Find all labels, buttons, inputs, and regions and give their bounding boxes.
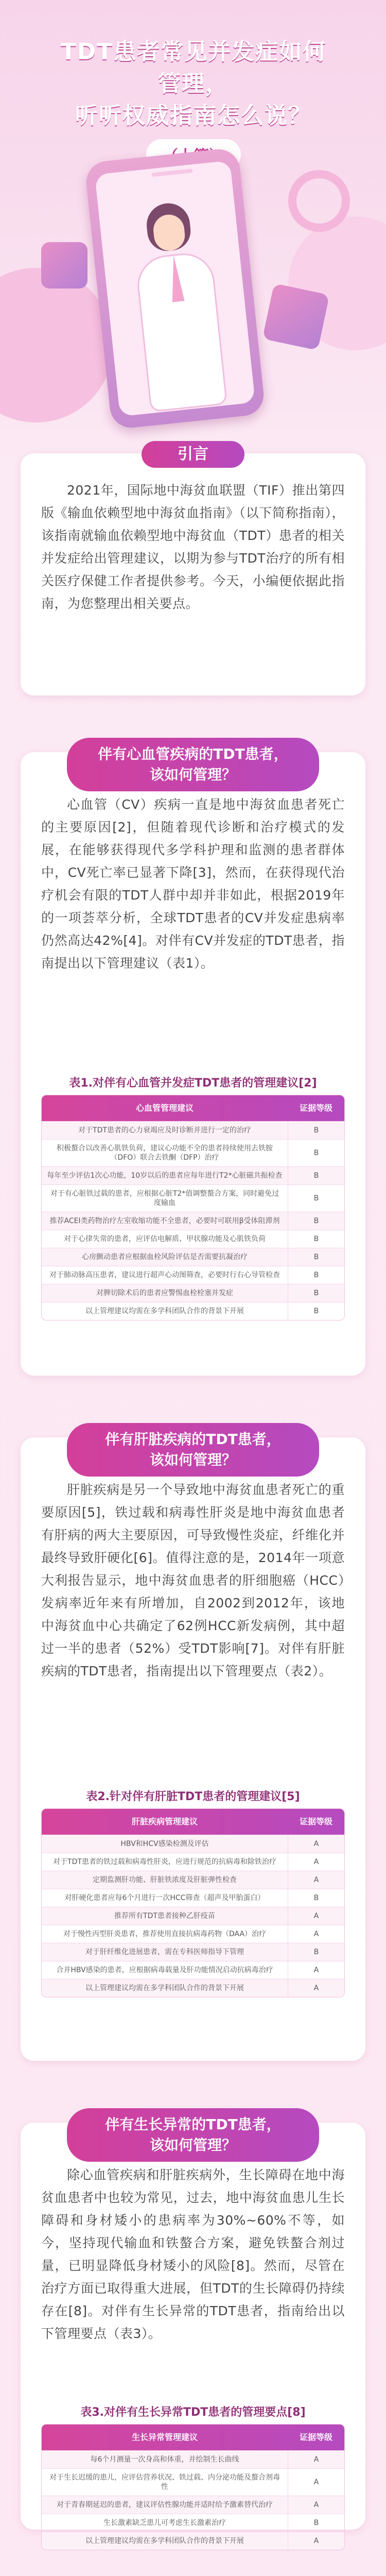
evidence-level: A <box>288 1925 344 1943</box>
table-cell: 对于肝纤维化进展患者，需在专科医师指导下管理 <box>85 1948 244 1956</box>
evidence-level: A <box>288 2532 344 2550</box>
hero-title-line: 听听权威指南怎么说？ <box>75 103 312 129</box>
table-cell: 对于肺动脉高压患者，建议进行超声心动图筛查，必要时行右心导管检查 <box>49 1271 280 1279</box>
evidence-level: B <box>288 1284 344 1302</box>
table-row <box>42 1212 344 1230</box>
cardiac-heading <box>67 738 319 791</box>
table-row <box>42 1853 344 1871</box>
cardiac-heading-line: 该如何管理？ <box>149 766 236 783</box>
table-row <box>42 2496 344 2514</box>
table-row <box>42 1943 344 1961</box>
table-cell: HBV和HCV感染检测及评估 <box>120 1840 209 1848</box>
cardiac-body: 心血管（CV）疾病一直是地中海贫血患者死亡的主要原因[2]，但随着现代诊断和治疗模式的发展，在能够获得现代多学科护理和监测的患者群体中，CV死亡率已显著下降[3]，然而，在获得现代治疗机会有限的TDT人群中却并非如此，根据2019年的一项荟萃分析，全球TDT患者的CV并发症患病率仍然高达42%[4]。对伴有CV并发症的TDT患者，指南提出以下管理建议（表1）。 <box>41 797 345 971</box>
table-cell: 对于心律失常的患者，应评估电解质、甲状腺功能及心肌铁负荷 <box>64 1235 266 1243</box>
evidence-level: B <box>288 1302 344 1320</box>
table-row <box>42 1121 344 1139</box>
decor-box <box>262 283 329 350</box>
table-body <box>42 2450 344 2550</box>
table-cell: 心房颤动患者应根据血栓风险评估是否需要抗凝治疗 <box>82 1253 248 1261</box>
evidence-level: B <box>288 1185 344 1212</box>
table-header-cell: 心血管管理建议 <box>135 1103 194 1113</box>
hero-title-line: TDT患者常见并发症如何管理， <box>60 39 327 97</box>
table-row <box>42 2532 344 2550</box>
intro-section <box>21 445 365 696</box>
table-cell: 以上管理建议均需在多学科团队合作的背景下开展 <box>85 1307 244 1315</box>
table-cell: 对肝硬化患者应每6个月进行一次HCC筛查（超声及甲胎蛋白） <box>64 1894 265 1902</box>
table-cell: 定期监测肝功能、肝脏铁浓度及肝脏弹性检查 <box>93 1876 237 1884</box>
phone-illustration <box>84 147 266 430</box>
liver-heading-line: 该如何管理？ <box>149 1451 236 1468</box>
evidence-level: A <box>288 1961 344 1979</box>
table-cell: 合并HBV感染的患者，应根据病毒载量及肝功能情况启动抗病毒治疗 <box>56 1966 273 1974</box>
growth-body: 除心血管疾病和肝脏疾病外，生长障碍在地中海贫血患者中也较为常见，过去，地中海贫血患儿生长障碍和身材矮小的患病率为30%~60%不等，如今，坚持现代输血和铁螯合方案，避免铁螯合剂过量，已明显降低身材矮小的风险[8]。然而，尽管在治疗方面已取得重大进展，但TDT的生长障碍仍持续存在[8]。对伴有生长异常的TDT患者，指南给出以下管理要点（表3）。 <box>41 2167 345 2341</box>
table-header <box>42 1095 344 1121</box>
evidence-level: B <box>288 1140 344 1166</box>
evidence-level: A <box>288 1853 344 1871</box>
table-body <box>42 1121 344 1320</box>
liver-table-title: 表2.针对伴有肝脏TDT患者的管理建议[5] <box>86 1790 300 1803</box>
table-cell: 对于青春期延迟的患者，建议评估性腺功能并适时给予激素替代治疗 <box>57 2501 273 2509</box>
table-cell: 每6个月测量一次身高和体重，并绘制生长曲线 <box>90 2455 239 2464</box>
decor-ring <box>288 170 350 232</box>
table-cell: 以上管理建议均需在多学科团队合作的背景下开展 <box>85 2537 244 2545</box>
doctor-coat <box>134 250 227 412</box>
table-row <box>42 1925 344 1943</box>
table-cell: 积极螯合以改善心肌铁负荷，建议心功能不全的患者持续使用去铁胺（DFO）联合去铁酮（DFP）治疗 <box>57 1144 273 1162</box>
table-header-cell: 证据等级 <box>299 1103 332 1113</box>
table-cell: 每年至少评估1次心功能，10岁以后的患者应每年进行T2*心脏磁共振检查 <box>47 1172 283 1180</box>
growth-table <box>41 2424 345 2550</box>
table-cell: 推荐ACEI类药物治疗左室收缩功能不全患者，必要时可联用β受体阻滞剂 <box>49 1217 280 1225</box>
table-header-cell: 证据等级 <box>299 2432 332 2442</box>
table-body <box>42 1835 344 1997</box>
table-cell: 对脾切除术后的患者应警惕血栓栓塞并发症 <box>96 1289 233 1297</box>
evidence-level: A <box>288 1835 344 1853</box>
table-row <box>42 1979 344 1997</box>
hero-title <box>49 36 338 170</box>
table-row <box>42 2514 344 2532</box>
table-cell: 对于生长迟缓的患儿，应评估营养状况、铁过载、内分泌功能及螯合剂毒性 <box>49 2473 280 2491</box>
table-cell: 以上管理建议均需在多学科团队合作的背景下开展 <box>85 1984 244 1992</box>
table-row <box>42 1139 344 1166</box>
evidence-level: A <box>288 1907 344 1925</box>
liver-section <box>21 1431 365 2061</box>
cardiac-section <box>21 745 365 1376</box>
evidence-level: A <box>288 2451 344 2468</box>
intro-heading-text: 引言 <box>178 445 208 463</box>
decor-blob <box>0 268 113 422</box>
table-header-cell: 证据等级 <box>299 1817 332 1826</box>
hero-banner <box>0 0 386 453</box>
liver-heading <box>67 1423 319 1477</box>
decor-box <box>41 242 87 289</box>
table-row <box>42 2468 344 2496</box>
table-row <box>42 1961 344 1979</box>
table-cell: 对于慢性丙型肝炎患者，推荐使用直接抗病毒药物（DAA）治疗 <box>63 1930 267 1938</box>
table-row <box>42 2450 344 2468</box>
table-row <box>42 1302 344 1320</box>
evidence-level: B <box>288 1212 344 1230</box>
evidence-level: B <box>288 1266 344 1284</box>
growth-section <box>21 2116 365 2545</box>
table-row <box>42 1266 344 1284</box>
evidence-level: A <box>288 2496 344 2514</box>
table-row <box>42 1166 344 1184</box>
growth-heading <box>67 2108 319 2162</box>
evidence-level: B <box>288 1943 344 1961</box>
phone-screen <box>95 160 255 416</box>
liver-heading-line: 伴有肝脏疾病的TDT患者， <box>105 1431 281 1448</box>
table-cell: 生长激素缺乏患儿可考虑生长激素治疗 <box>103 2519 226 2527</box>
table-cell: 对于TDT患者的心力衰竭应及时诊断并进行一定的治疗 <box>78 1126 251 1134</box>
table-row <box>42 1907 344 1925</box>
cardiac-table-title: 表1.对伴有心血管并发症TDT患者的管理建议[2] <box>69 1077 317 1090</box>
table-header <box>42 2425 344 2450</box>
evidence-level: A <box>288 2469 344 2496</box>
evidence-level: B <box>288 1230 344 1248</box>
growth-heading-line: 伴有生长异常的TDT患者， <box>105 2116 281 2133</box>
liver-body: 肝脏疾病是另一个导致地中海贫血患者死亡的重要原因[5]，铁过载和病毒性肝炎是地中海贫血患者有肝病的两大主要原因，可导致慢性炎症，纤维化并最终导致肝硬化[6]。值得注意的是，2014年一项意大利报告显示，地中海贫血患者的肝细胞癌（HCC）发病率近年来有所增加，自2002到2012年，该地中海贫血中心共确定了62例HCC新发病例，其中超过一半的患者（52%）受TDT影响[7]。对伴有肝脏疾病的TDT患者，指南提出以下管理要点（表2）。 <box>41 1482 345 1679</box>
evidence-level: B <box>288 1889 344 1907</box>
table-row <box>42 1230 344 1248</box>
table-row <box>42 1889 344 1907</box>
evidence-level: B <box>288 2514 344 2532</box>
evidence-level: B <box>288 1167 344 1184</box>
table-row <box>42 1284 344 1302</box>
liver-table <box>41 1808 345 1997</box>
table-row <box>42 1248 344 1266</box>
intro-heading <box>142 441 244 468</box>
table-header-cell: 生长异常管理建议 <box>131 2432 198 2442</box>
table-row <box>42 1184 344 1212</box>
cardiac-table <box>41 1095 345 1320</box>
evidence-level: B <box>288 1122 344 1139</box>
table-cell: 对于有心脏铁过载的患者，应根据心脏T2*值调整螯合方案，同时避免过度输血 <box>50 1190 279 1207</box>
evidence-level: A <box>288 1979 344 1997</box>
evidence-level: B <box>288 1248 344 1266</box>
table-row <box>42 1835 344 1853</box>
table-header-cell: 肝脏疾病管理建议 <box>131 1817 198 1826</box>
intro-body: 2021年，国际地中海贫血联盟（TIF）推出第四版《输血依赖型地中海贫血指南》（以下简称指南），该指南就输血依赖型地中海贫血（TDT）患者的相关并发症给出管理建议，以期为参与TDT治疗的所有相关医疗保健工作者提供参考。今天，小编便依据此指南，为您整理出相关要点。 <box>41 483 345 611</box>
table-cell: 对于TDT患者的铁过载和病毒性肝炎，应进行规范的抗病毒和除铁治疗 <box>53 1858 276 1866</box>
table-header <box>42 1809 344 1835</box>
growth-heading-line: 该如何管理？ <box>149 2137 236 2154</box>
cardiac-heading-line: 伴有心血管疾病的TDT患者， <box>98 745 288 762</box>
growth-table-title: 表3.对伴有生长异常TDT患者的管理要点[8] <box>80 2406 306 2419</box>
table-cell: 推荐所有TDT患者接种乙肝疫苗 <box>114 1912 215 1920</box>
table-row <box>42 1871 344 1889</box>
phone-speaker <box>151 168 192 177</box>
evidence-level: A <box>288 1871 344 1889</box>
